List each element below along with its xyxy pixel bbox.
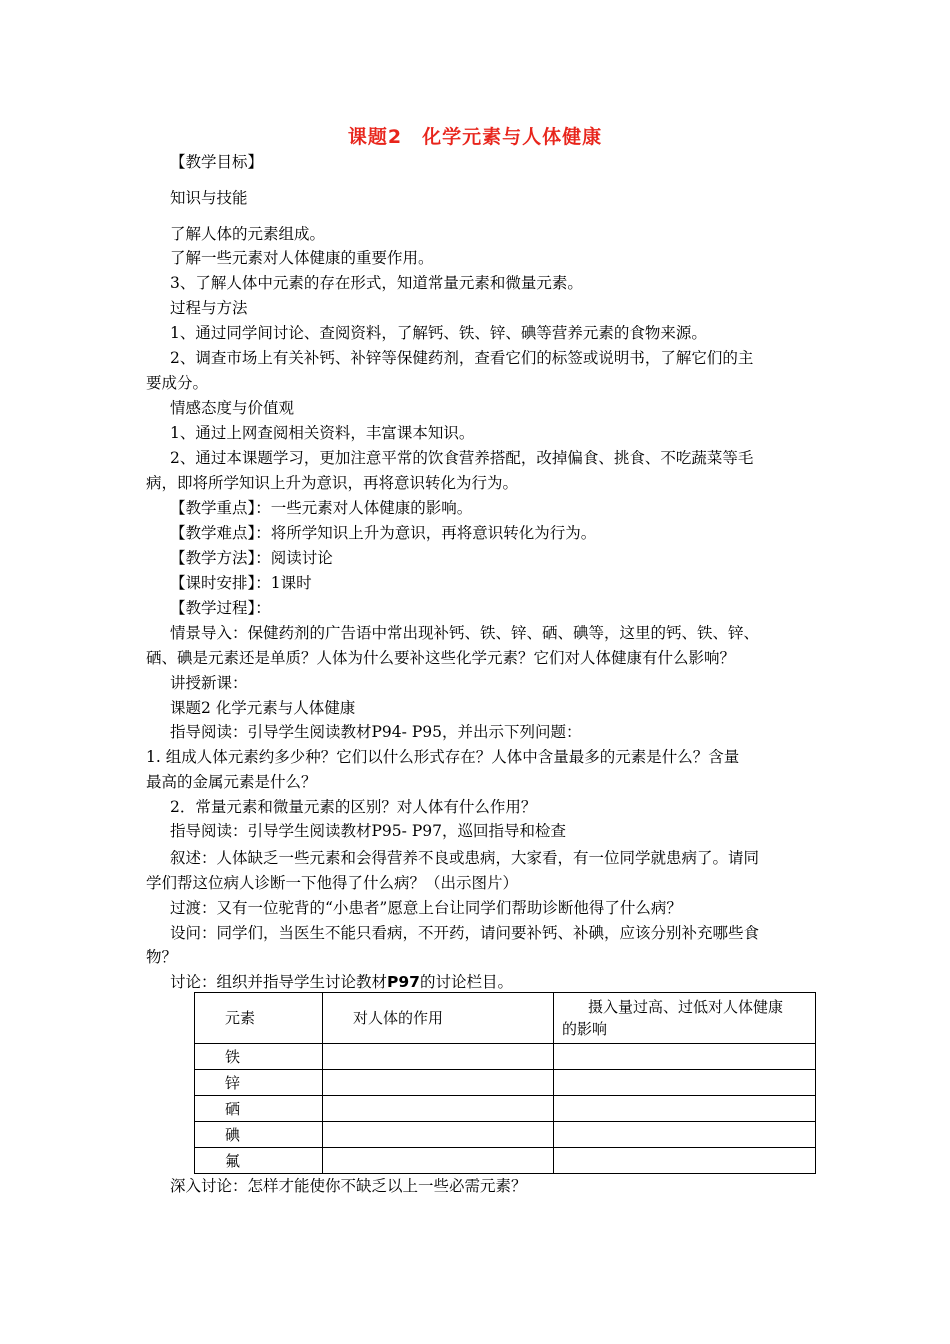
text-line: 情景导入：保健药剂的广告语中常出现补钙、铁、锌、硒、碘等，这里的钙、铁、锌、 bbox=[170, 624, 760, 642]
table-row bbox=[195, 1070, 816, 1096]
text-line: 了解一些元素对人体健康的重要作用。 bbox=[170, 249, 434, 267]
page-reference: P97 bbox=[387, 973, 420, 991]
text-line: 指导阅读：引导学生阅读教材P94- P95，并出示下列问题： bbox=[170, 723, 582, 741]
table-row bbox=[195, 1096, 816, 1122]
table-row bbox=[195, 1148, 816, 1174]
text-line: 课题2 化学元素与人体健康 bbox=[170, 699, 356, 717]
empty-cell[interactable] bbox=[554, 1148, 816, 1174]
header-intake-line2: 的影响 bbox=[562, 1020, 608, 1038]
text-line: 物？ bbox=[146, 948, 178, 966]
text-line: 过渡：又有一位驼背的“小患者”愿意上台让同学们帮助诊断他得了什么病？ bbox=[170, 899, 682, 917]
table-row bbox=[195, 1122, 816, 1148]
element-cell: 氟 bbox=[195, 1148, 323, 1174]
text-line: 要成分。 bbox=[146, 374, 209, 392]
text-line: 病，即将所学知识上升为意识，再将意识转化为行为。 bbox=[146, 474, 519, 492]
text-line: 了解人体的元素组成。 bbox=[170, 225, 326, 243]
empty-cell[interactable] bbox=[554, 1122, 816, 1148]
empty-cell[interactable] bbox=[323, 1044, 554, 1070]
text-line: 设问：同学们，当医生不能只看病，不开药，请问要补钙、补碘，应该分别补充哪些食 bbox=[170, 924, 760, 942]
table-header-row bbox=[195, 993, 816, 1044]
empty-cell[interactable] bbox=[323, 1096, 554, 1122]
table-row bbox=[195, 1044, 816, 1070]
element-cell: 碘 bbox=[195, 1122, 323, 1148]
discussion-table bbox=[194, 992, 816, 1174]
text-line: 最高的金属元素是什么？ bbox=[146, 773, 317, 791]
teaching-focus: 【教学重点】：一些元素对人体健康的影响。 bbox=[170, 499, 473, 517]
discussion-line bbox=[170, 970, 850, 994]
teaching-difficulty: 【教学难点】：将所学知识上升为意识，再将意识转化为行为。 bbox=[170, 524, 597, 542]
subheading-attitudes-values: 情感态度与价值观 bbox=[170, 399, 295, 417]
element-cell: 硒 bbox=[195, 1096, 323, 1122]
text-span: 讨论：组织并指导学生讨论教材 bbox=[170, 973, 388, 991]
header-intake-effects bbox=[554, 993, 816, 1044]
text-line: 叙述：人体缺乏一些元素和会得营养不良或患病，大家看，有一位同学就患病了。请同 bbox=[170, 849, 760, 867]
subheading-process-methods: 过程与方法 bbox=[170, 299, 248, 317]
empty-cell[interactable] bbox=[554, 1096, 816, 1122]
question-1: 1. 组成人体元素约多少种？它们以什么形式存在？人体中含量最多的元素是什么？含量 bbox=[146, 748, 740, 766]
element-cell: 铁 bbox=[195, 1044, 323, 1070]
text-line: 学们帮这位病人诊断一下他得了什么病？（出示图片） bbox=[146, 874, 519, 892]
empty-cell[interactable] bbox=[323, 1070, 554, 1096]
section-heading-teaching-goals: 【教学目标】 bbox=[170, 153, 264, 171]
text-line: 2、调查市场上有关补钙、补锌等保健药剂，查看它们的标签或说明书，了解它们的主 bbox=[170, 349, 754, 367]
text-line: 3、了解人体中元素的存在形式，知道常量元素和微量元素。 bbox=[170, 274, 583, 292]
question-2: 2．常量元素和微量元素的区别？对人体有什么作用？ bbox=[170, 798, 537, 816]
subheading-knowledge-skills: 知识与技能 bbox=[170, 189, 248, 207]
text-line: 1、通过同学间讨论、查阅资料，了解钙、铁、锌、碘等营养元素的食物来源。 bbox=[170, 324, 707, 342]
text-line: 指导阅读：引导学生阅读教材P95- P97，巡回指导和检查 bbox=[170, 822, 566, 840]
text-line: 1、通过上网查阅相关资料，丰富课本知识。 bbox=[170, 424, 475, 442]
header-intake-line1: 摄入量过高、过低对人体健康 bbox=[588, 998, 784, 1016]
text-line: 2、通过本课题学习，更加注意平常的饮食营养搭配，改掉偏食、挑食、不吃蔬菜等毛 bbox=[170, 449, 754, 467]
header-function: 对人体的作用 bbox=[323, 993, 554, 1044]
text-line: 深入讨论：怎样才能使你不缺乏以上一些必需元素？ bbox=[170, 1177, 527, 1195]
empty-cell[interactable] bbox=[554, 1044, 816, 1070]
text-line: 讲授新课： bbox=[170, 674, 248, 692]
empty-cell[interactable] bbox=[323, 1148, 554, 1174]
text-span: 的讨论栏目。 bbox=[419, 973, 513, 991]
element-cell: 锌 bbox=[195, 1070, 323, 1096]
class-hours: 【课时安排】：1课时 bbox=[170, 574, 312, 592]
empty-cell[interactable] bbox=[323, 1122, 554, 1148]
empty-cell[interactable] bbox=[554, 1070, 816, 1096]
text-line: 硒、碘是元素还是单质？人体为什么要补这些化学元素？它们对人体健康有什么影响？ bbox=[146, 649, 736, 667]
document-title: 课题2 化学元素与人体健康 bbox=[347, 126, 603, 148]
header-element: 元素 bbox=[195, 993, 323, 1044]
teaching-method: 【教学方法】：阅读讨论 bbox=[170, 549, 333, 567]
teaching-process-heading: 【教学过程】： bbox=[170, 599, 271, 617]
